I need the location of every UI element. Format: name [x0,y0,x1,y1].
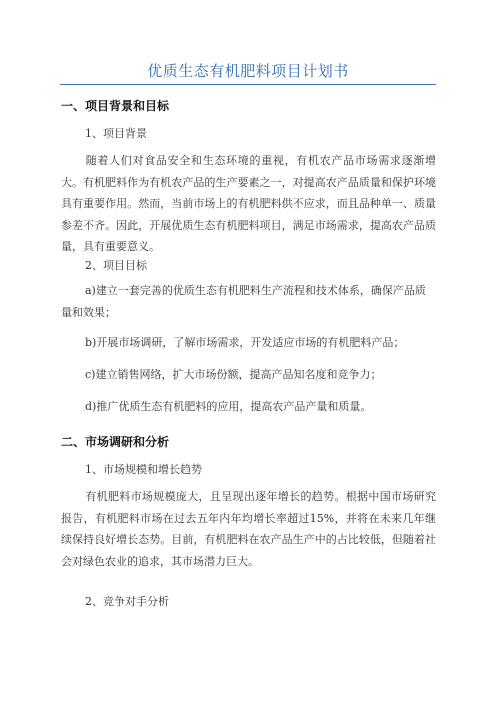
paragraph-market [61,486,436,572]
paragraph-market-text: 有机肥料市场规模庞大，且呈现出逐年增长的趋势。根据中国市场研究报告，有机肥料市场在过去五年内年均增长率超过15%，并将在未来几年继续保持良好增长态势。目前，有机肥料在农产品生产中的占比较低，但随着社会对绿色农业的追求，其市场潜力巨大。 [61,490,436,568]
subheading-competitors: 2、竞争对手分析 [85,595,169,608]
goal-item-d [61,396,436,418]
title-underline [60,84,436,85]
goal-item-a [61,280,436,323]
paragraph-background-text: 随着人们对食品安全和生态环境的重视，有机农产品市场需求逐渐增大。有机肥料作为有机农产品的生产要素之一，对提高农产品质量和保护环境具有重要作用。然而，当前市场上的有机肥料供不应求，而且品种单一、质量参差不齐。因此，开展优质生态有机肥料项目，满足市场需求，提高农产品质量，具有重要意义。 [61,154,436,253]
goal-item-c-text: c)建立销售网络，扩大市场份额，提高产品知名度和竞争力； [85,368,382,381]
document-title: 优质生态有机肥料项目计划书 [147,62,349,80]
section-heading-market: 二、市场调研和分析 [61,435,170,449]
goal-item-b [61,332,436,354]
goal-item-a-text: a)建立一套完善的优质生态有机肥料生产流程和技术体系，确保产品质量和效果； [61,284,426,319]
section-heading-background-goals: 一、项目背景和目标 [61,99,170,113]
subheading-market-size: 1、市场规模和增长趋势 [85,463,202,476]
goal-item-d-text: d)推广优质生态有机肥料的应用，提高农产品产量和质量。 [85,400,372,413]
paragraph-background [61,150,436,258]
goal-item-b-text: b)开展市场调研，了解市场需求，开发适应市场的有机肥料产品； [85,336,405,349]
subheading-background: 1、项目背景 [85,127,147,140]
subheading-goals: 2、项目目标 [85,259,147,272]
goal-item-c [61,364,436,386]
